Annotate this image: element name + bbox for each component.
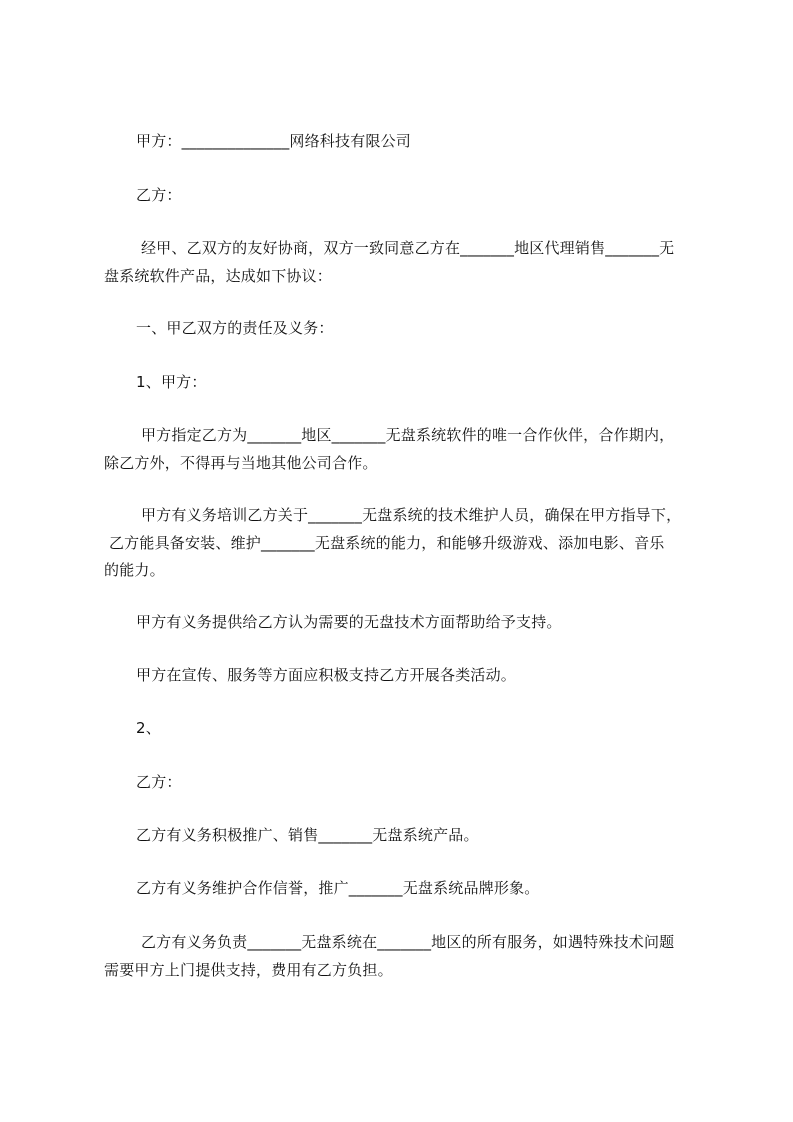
clause-b1: 乙方有义务积极推广、销售_______无盘系统产品。 xyxy=(136,826,479,844)
intro-paragraph-line-1: 经甲、乙双方的友好协商，双方一致同意乙方在_______地区代理销售_______无 xyxy=(136,239,675,257)
clause-a4: 甲方在宣传、服务等方面应积极支持乙方开展各类活动。 xyxy=(136,666,517,684)
section-heading-1: 一、甲乙双方的责任及义务： xyxy=(136,319,334,337)
clause-a3: 甲方有义务提供给乙方认为需要的无盘技术方面帮助给予支持。 xyxy=(136,613,562,631)
clause-a1-line-1: 甲方指定乙方为_______地区_______无盘系统软件的唯一合作伙伴，合作期内， xyxy=(136,426,675,444)
clause-a2-line-1: 甲方有义务培训乙方关于_______无盘系统的技术维护人员，确保在甲方指导下， xyxy=(136,506,682,524)
intro-paragraph-line-2: 盘系统软件产品，达成如下协议： xyxy=(104,267,333,285)
subsection-party-a: 1、甲方： xyxy=(136,373,207,391)
subsection-number-2: 2、 xyxy=(136,719,161,737)
subsection-party-b: 乙方： xyxy=(136,773,182,791)
party-a-line: 甲方：______________网络科技有限公司 xyxy=(136,132,412,150)
clause-b3-line-1: 乙方有义务负责_______无盘系统在_______地区的所有服务，如遇特殊技术问题 xyxy=(136,933,675,951)
clause-b2: 乙方有义务维护合作信誉，推广_______无盘系统品牌形象。 xyxy=(136,879,540,897)
party-b-line: 乙方： xyxy=(136,186,182,204)
clause-b3-line-2: 需要甲方上门提供支持，费用有乙方负担。 xyxy=(104,961,393,979)
clause-a1-line-2: 除乙方外，不得再与当地其他公司合作。 xyxy=(104,454,378,472)
clause-a2-line-3: 的能力。 xyxy=(104,561,165,579)
clause-a2-line-2: 乙方能具备安装、维护_______无盘系统的能力，和能够升级游戏、添加电影、音乐 xyxy=(104,534,665,552)
